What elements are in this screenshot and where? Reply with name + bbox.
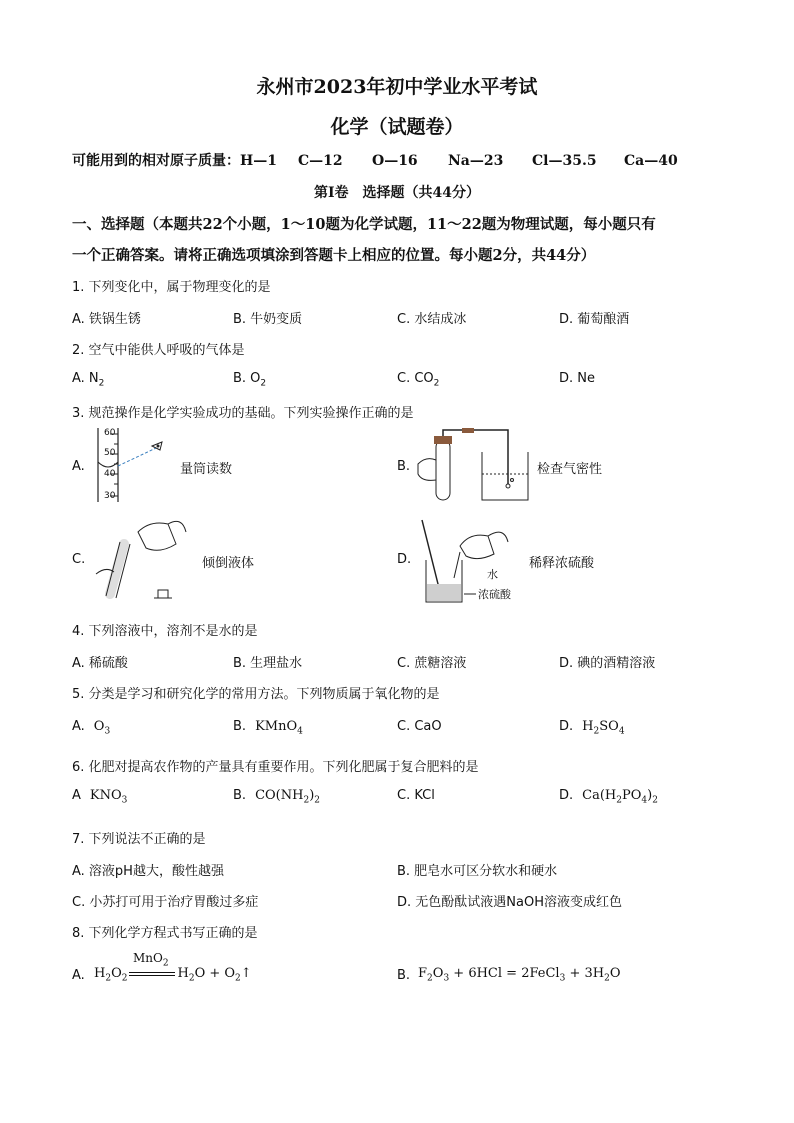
q3-option-d-letter: D. — [397, 552, 412, 567]
section-instruction-line1: 一、选择题（本题共22个小题，1～10题为化学试题，11～22题为物理试题，每小题只有 — [72, 216, 656, 233]
q5-a-letter: A. — [72, 719, 85, 734]
pouring-liquid-figure — [90, 514, 200, 604]
section-instruction-line2: 一个正确答案。请将正确选项填涂到答题卡上相应的位置。每小题2分，共44分） — [72, 247, 596, 264]
q5-stem: 5. 分类是学习和研究化学的常用方法。下列物质属于氧化物的是 — [72, 687, 440, 702]
atomic-mass-c: C—12 — [298, 153, 343, 169]
q5-b-letter: B. — [233, 719, 247, 734]
q2-a-text: A. N — [72, 371, 99, 386]
q6-d-letter: D. — [559, 788, 574, 803]
q4-option-b: B. 生理盐水 — [233, 656, 303, 671]
q3-option-c-letter: C. — [72, 552, 86, 567]
q7-option-b: B. 肥皂水可区分软水和硬水 — [397, 864, 558, 879]
q2-c-text: C. CO — [397, 371, 434, 386]
q8-equation-a: $H_2O_2$ $H_2O$ + $O_2↑$ — [94, 966, 252, 984]
q3-c-caption: 倾倒液体 — [202, 556, 255, 571]
q4-option-a: A. 稀硫酸 — [72, 656, 128, 671]
q6-option-b: B. $CO(NH_2)_2$ — [233, 788, 320, 806]
q3-stem: 3. 规范操作是化学实验成功的基础。下列实验操作正确的是 — [72, 406, 414, 421]
q6-option-d: D. $Ca(H_2PO_4)_2$ — [559, 788, 658, 806]
q8-equation-b: $F_2O_3 + 6HCl$ = 2FeCl$_3$ + $3H_2O$ — [418, 966, 621, 984]
atomic-mass-ca: Ca—40 — [624, 153, 678, 169]
q2-option-a — [72, 371, 104, 389]
part-title: 第Ⅰ卷 选择题（共44分） — [313, 185, 481, 201]
q7-option-d: D. 无色酚酞试液遇NaOH溶液变成红色 — [397, 895, 622, 910]
q1-option-d: D. 葡萄酿酒 — [559, 312, 630, 327]
tick-30: 30 — [104, 491, 116, 501]
q2-c-sub: 2 — [433, 378, 440, 389]
q2-option-c — [397, 371, 439, 389]
q4-option-c: C. 蔗糖溶液 — [397, 656, 467, 671]
q1-stem: 1. 下列变化中，属于物理变化的是 — [72, 280, 271, 295]
tick-60: 60 — [104, 428, 116, 438]
page-subtitle: 化学（试题卷） — [330, 116, 464, 138]
q5-d-letter: D. — [559, 719, 574, 734]
q1-option-a: A. 铁锅生锈 — [72, 312, 141, 327]
q1-option-c: C. 水结成冰 — [397, 312, 467, 327]
q4-option-d: D. 碘的酒精溶液 — [559, 656, 656, 671]
q3-option-a-letter: A. — [72, 459, 85, 474]
q2-stem: 2. 空气中能供人呼吸的气体是 — [72, 343, 245, 358]
q3-b-caption: 检查气密性 — [537, 462, 603, 477]
q6-a-letter: A — [72, 788, 81, 803]
q1-option-b: B. 牛奶变质 — [233, 312, 303, 327]
airtightness-check-figure — [412, 424, 532, 506]
q8-catalyst: MnO$_2$ — [133, 951, 169, 969]
q5-option-c: C. CaO — [397, 719, 442, 734]
q2-option-b — [233, 371, 266, 389]
q6-stem: 6. 化肥对提高农作物的产量具有重要作用。下列化肥属于复合肥料的是 — [72, 760, 479, 775]
q5-option-a: A. $O_3$ — [72, 719, 111, 737]
q2-b-sub: 2 — [260, 378, 267, 389]
atomic-mass-h: H—1 — [240, 153, 277, 169]
q6-option-c: C. KCl — [397, 788, 435, 803]
q4-stem: 4. 下列溶液中，溶剂不是水的是 — [72, 624, 258, 639]
q5-option-d: D. $H_2SO_4$ — [559, 719, 625, 737]
q3-a-caption: 量筒读数 — [180, 462, 233, 477]
atomic-mass-label: 可能用到的相对原子质量： — [72, 153, 240, 169]
page-title: 永州市2023年初中学业水平考试 — [256, 76, 538, 98]
tick-50: 50 — [104, 448, 116, 458]
q6-option-a: A $KNO_3$ — [72, 788, 128, 806]
tick-40: 40 — [104, 469, 116, 479]
q7-stem: 7. 下列说法不正确的是 — [72, 832, 206, 847]
acid-label: 浓硫酸 — [478, 588, 511, 601]
measuring-cylinder-figure — [88, 426, 178, 504]
q8-stem: 8. 下列化学方程式书写正确的是 — [72, 926, 258, 941]
q7-option-a: A. 溶液pH越大，酸性越强 — [72, 864, 224, 879]
atomic-mass-line — [72, 150, 678, 170]
q8-option-a-letter: A. — [72, 968, 85, 983]
atomic-mass-cl: Cl—35.5 — [532, 153, 597, 169]
q3-d-caption: 稀释浓硫酸 — [529, 556, 595, 571]
q2-a-sub: 2 — [98, 378, 105, 389]
q8-option-b-letter: B. — [397, 968, 411, 983]
water-label: 水 — [487, 568, 498, 581]
q7-option-c: C. 小苏打可用于治疗胃酸过多症 — [72, 895, 259, 910]
q2-b-text: B. O — [233, 371, 261, 386]
atomic-mass-na: Na—23 — [448, 153, 504, 169]
atomic-mass-o: O—16 — [372, 153, 418, 169]
q2-option-d: D. Ne — [559, 371, 595, 386]
q8-catalyst-text: MnO — [133, 951, 163, 965]
q5-option-b: B. KMnO$_4$ — [233, 719, 303, 737]
q6-b-letter: B. — [233, 788, 247, 803]
q3-option-b-letter: B. — [397, 459, 411, 474]
